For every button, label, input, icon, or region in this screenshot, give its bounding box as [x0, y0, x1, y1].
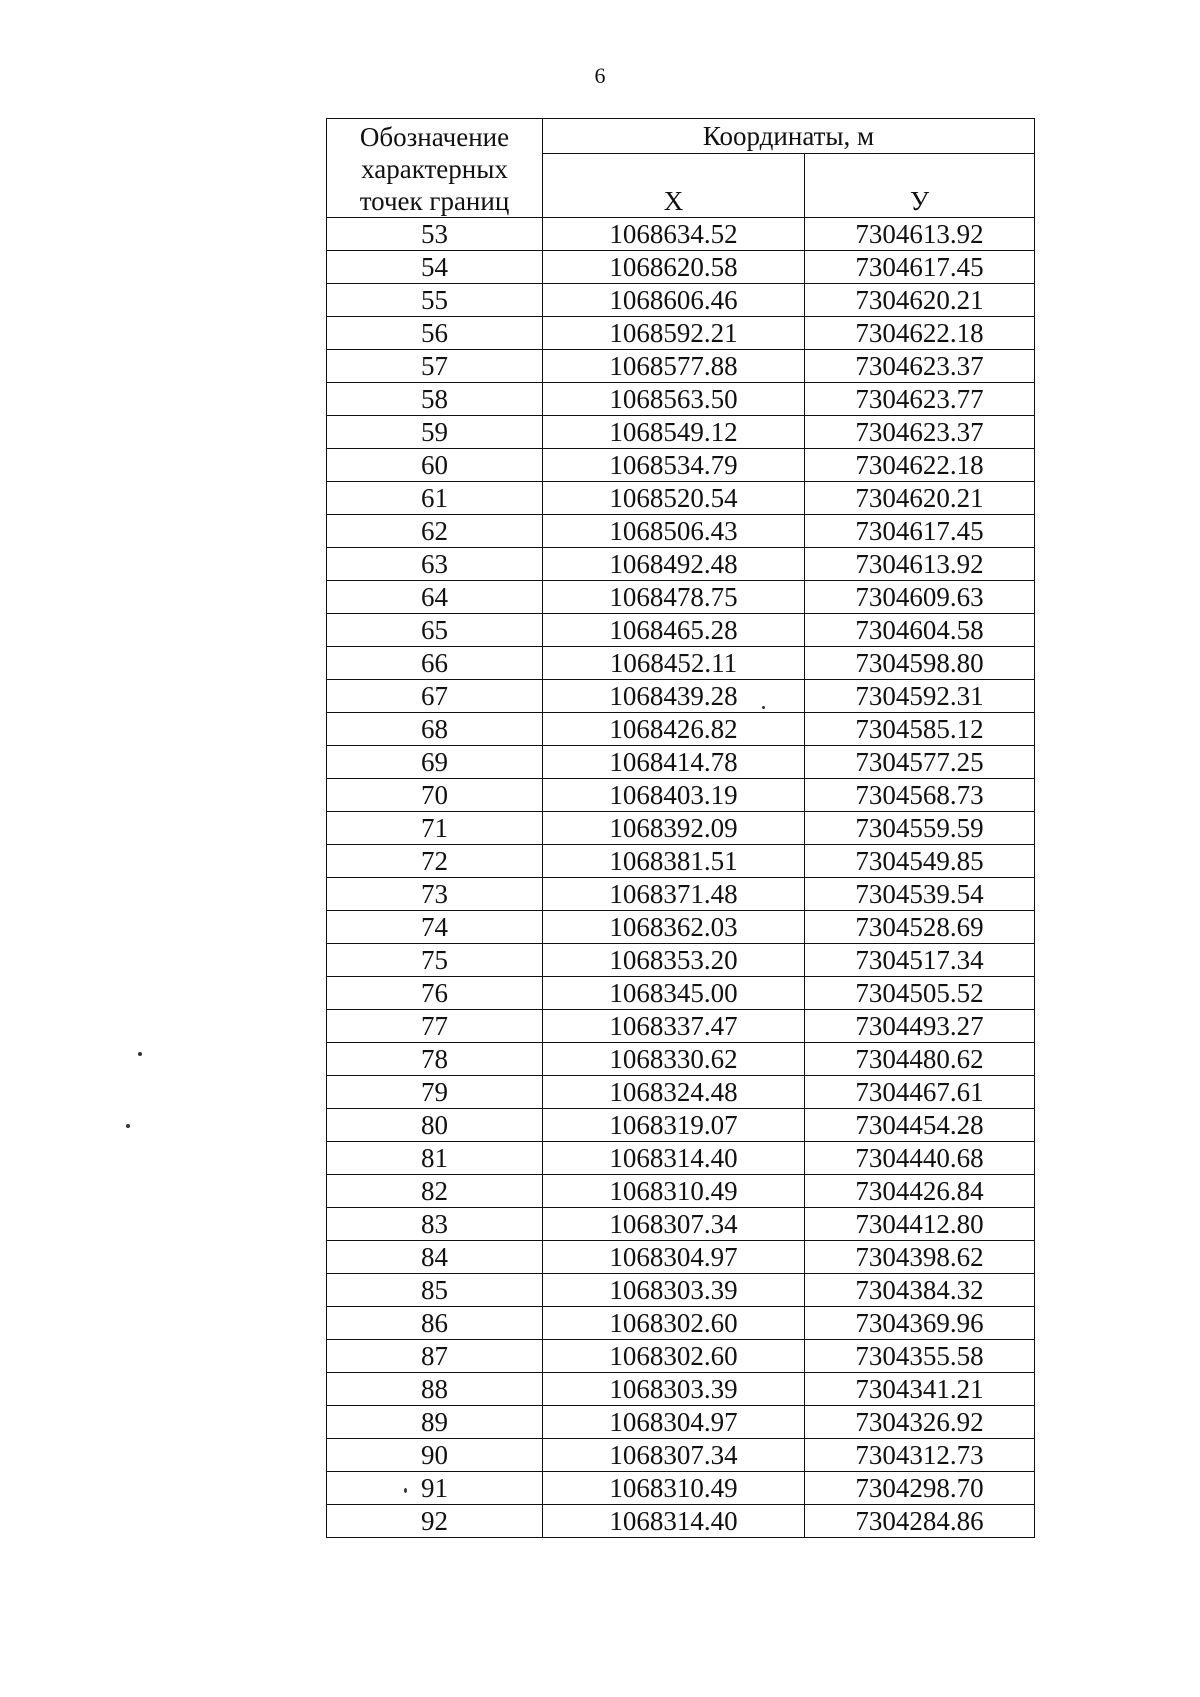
cell-point: 72 — [327, 845, 543, 878]
cell-point: 61 — [327, 482, 543, 515]
cell-x: 1068362.03 — [543, 911, 805, 944]
cell-y: 7304493.27 — [805, 1010, 1035, 1043]
cell-x: 1068534.79 — [543, 449, 805, 482]
table-row — [327, 416, 1035, 449]
cell-y: 7304592.31 — [805, 680, 1035, 713]
table-row — [327, 482, 1035, 515]
cell-x: 1068353.20 — [543, 944, 805, 977]
cell-y: 7304326.92 — [805, 1406, 1035, 1439]
cell-x: 1068314.40 — [543, 1142, 805, 1175]
scan-speck — [138, 1052, 142, 1056]
cell-y: 7304284.86 — [805, 1505, 1035, 1538]
cell-y: 7304384.32 — [805, 1274, 1035, 1307]
table-row — [327, 548, 1035, 581]
cell-x: 1068506.43 — [543, 515, 805, 548]
cell-point: 59 — [327, 416, 543, 449]
cell-y: 7304312.73 — [805, 1439, 1035, 1472]
cell-y: 7304623.37 — [805, 350, 1035, 383]
cell-y: 7304613.92 — [805, 548, 1035, 581]
scan-speck — [404, 1488, 407, 1493]
cell-point: 65 — [327, 614, 543, 647]
table-row — [327, 350, 1035, 383]
cell-y: 7304559.59 — [805, 812, 1035, 845]
cell-point: 71 — [327, 812, 543, 845]
cell-point: 68 — [327, 713, 543, 746]
table-row — [327, 581, 1035, 614]
cell-point: 83 — [327, 1208, 543, 1241]
cell-point: 53 — [327, 218, 543, 251]
cell-point: 55 — [327, 284, 543, 317]
cell-y: 7304517.34 — [805, 944, 1035, 977]
cell-y: 7304440.68 — [805, 1142, 1035, 1175]
cell-x: 1068549.12 — [543, 416, 805, 449]
table-body — [327, 218, 1035, 1538]
table-row — [327, 1307, 1035, 1340]
table-row — [327, 1406, 1035, 1439]
table-row — [327, 515, 1035, 548]
cell-x: 1068577.88 — [543, 350, 805, 383]
cell-x: 1068303.39 — [543, 1274, 805, 1307]
cell-point: 84 — [327, 1241, 543, 1274]
cell-point: 54 — [327, 251, 543, 284]
cell-x: 1068414.78 — [543, 746, 805, 779]
cell-x: 1068307.34 — [543, 1208, 805, 1241]
table-row — [327, 1208, 1035, 1241]
table-row — [327, 845, 1035, 878]
cell-y: 7304622.18 — [805, 449, 1035, 482]
cell-point: 74 — [327, 911, 543, 944]
cell-y: 7304598.80 — [805, 647, 1035, 680]
cell-x: 1068310.49 — [543, 1175, 805, 1208]
coordinates-table — [326, 118, 1035, 1538]
table-row — [327, 680, 1035, 713]
cell-y: 7304426.84 — [805, 1175, 1035, 1208]
cell-point: 75 — [327, 944, 543, 977]
cell-x: 1068426.82 — [543, 713, 805, 746]
cell-point: 82 — [327, 1175, 543, 1208]
table-row — [327, 911, 1035, 944]
table-row — [327, 713, 1035, 746]
cell-x: 1068403.19 — [543, 779, 805, 812]
cell-point: 76 — [327, 977, 543, 1010]
cell-point: 73 — [327, 878, 543, 911]
table-row — [327, 878, 1035, 911]
cell-y: 7304617.45 — [805, 515, 1035, 548]
cell-point: 67 — [327, 680, 543, 713]
cell-point: 64 — [327, 581, 543, 614]
cell-x: 1068465.28 — [543, 614, 805, 647]
cell-y: 7304355.58 — [805, 1340, 1035, 1373]
table-row — [327, 614, 1035, 647]
cell-x: 1068371.48 — [543, 878, 805, 911]
cell-point: 89 — [327, 1406, 543, 1439]
table-row — [327, 944, 1035, 977]
table-row — [327, 449, 1035, 482]
cell-y: 7304539.54 — [805, 878, 1035, 911]
cell-x: 1068337.47 — [543, 1010, 805, 1043]
cell-x: 1068634.52 — [543, 218, 805, 251]
cell-point: 87 — [327, 1340, 543, 1373]
cell-point: 78 — [327, 1043, 543, 1076]
table-row — [327, 812, 1035, 845]
table-row — [327, 1010, 1035, 1043]
cell-y: 7304620.21 — [805, 284, 1035, 317]
table-row — [327, 1439, 1035, 1472]
cell-x: 1068330.62 — [543, 1043, 805, 1076]
cell-y: 7304622.18 — [805, 317, 1035, 350]
cell-y: 7304528.69 — [805, 911, 1035, 944]
cell-x: 1068314.40 — [543, 1505, 805, 1538]
cell-y: 7304369.96 — [805, 1307, 1035, 1340]
cell-y: 7304620.21 — [805, 482, 1035, 515]
cell-point: 70 — [327, 779, 543, 812]
cell-point: 57 — [327, 350, 543, 383]
cell-point: 90 — [327, 1439, 543, 1472]
table-row — [327, 647, 1035, 680]
cell-x: 1068304.97 — [543, 1241, 805, 1274]
cell-point: 80 — [327, 1109, 543, 1142]
cell-point: 91 — [327, 1472, 543, 1505]
cell-y: 7304549.85 — [805, 845, 1035, 878]
cell-point: 86 — [327, 1307, 543, 1340]
scan-speck — [762, 706, 765, 709]
table-row — [327, 1241, 1035, 1274]
cell-y: 7304617.45 — [805, 251, 1035, 284]
cell-x: 1068520.54 — [543, 482, 805, 515]
cell-y: 7304604.58 — [805, 614, 1035, 647]
cell-x: 1068592.21 — [543, 317, 805, 350]
cell-y: 7304467.61 — [805, 1076, 1035, 1109]
cell-x: 1068381.51 — [543, 845, 805, 878]
cell-y: 7304298.70 — [805, 1472, 1035, 1505]
table-row — [327, 1373, 1035, 1406]
cell-point: 56 — [327, 317, 543, 350]
header-y: У — [805, 153, 1035, 217]
cell-x: 1068304.97 — [543, 1406, 805, 1439]
table-row — [327, 1472, 1035, 1505]
table-row — [327, 1274, 1035, 1307]
table-row — [327, 1076, 1035, 1109]
table-row — [327, 1340, 1035, 1373]
header-point-designation: Обозначение характерных точек границ — [327, 119, 543, 218]
table-row — [327, 383, 1035, 416]
cell-point: 81 — [327, 1142, 543, 1175]
cell-y: 7304623.37 — [805, 416, 1035, 449]
table-row — [327, 317, 1035, 350]
cell-x: 1068307.34 — [543, 1439, 805, 1472]
cell-x: 1068324.48 — [543, 1076, 805, 1109]
cell-point: 77 — [327, 1010, 543, 1043]
cell-x: 1068302.60 — [543, 1307, 805, 1340]
table-row — [327, 284, 1035, 317]
cell-point: 66 — [327, 647, 543, 680]
cell-x: 1068302.60 — [543, 1340, 805, 1373]
cell-x: 1068478.75 — [543, 581, 805, 614]
table-row — [327, 1175, 1035, 1208]
cell-y: 7304568.73 — [805, 779, 1035, 812]
cell-x: 1068452.11 — [543, 647, 805, 680]
cell-point: 69 — [327, 746, 543, 779]
cell-point: 60 — [327, 449, 543, 482]
cell-x: 1068345.00 — [543, 977, 805, 1010]
cell-x: 1068392.09 — [543, 812, 805, 845]
cell-y: 7304623.77 — [805, 383, 1035, 416]
cell-y: 7304613.92 — [805, 218, 1035, 251]
header-x: X — [543, 153, 805, 217]
cell-point: 63 — [327, 548, 543, 581]
page-number: 6 — [594, 63, 606, 88]
cell-y: 7304412.80 — [805, 1208, 1035, 1241]
table-row — [327, 1043, 1035, 1076]
cell-y: 7304480.62 — [805, 1043, 1035, 1076]
cell-x: 1068310.49 — [543, 1472, 805, 1505]
table-row — [327, 1142, 1035, 1175]
cell-point: 92 — [327, 1505, 543, 1538]
table-header — [327, 119, 1035, 218]
cell-y: 7304341.21 — [805, 1373, 1035, 1406]
cell-y: 7304398.62 — [805, 1241, 1035, 1274]
cell-point: 88 — [327, 1373, 543, 1406]
table-row — [327, 1109, 1035, 1142]
cell-point: 85 — [327, 1274, 543, 1307]
header-coordinates: Координаты, м — [543, 119, 1035, 154]
cell-x: 1068606.46 — [543, 284, 805, 317]
cell-x: 1068319.07 — [543, 1109, 805, 1142]
table-row — [327, 779, 1035, 812]
table-row — [327, 1505, 1035, 1538]
cell-point: 62 — [327, 515, 543, 548]
cell-y: 7304577.25 — [805, 746, 1035, 779]
cell-point: 58 — [327, 383, 543, 416]
cell-x: 1068563.50 — [543, 383, 805, 416]
table-row — [327, 746, 1035, 779]
scan-speck — [126, 1124, 130, 1128]
cell-x: 1068492.48 — [543, 548, 805, 581]
cell-y: 7304585.12 — [805, 713, 1035, 746]
cell-x: 1068439.28 — [543, 680, 805, 713]
cell-x: 1068620.58 — [543, 251, 805, 284]
cell-y: 7304505.52 — [805, 977, 1035, 1010]
cell-y: 7304454.28 — [805, 1109, 1035, 1142]
cell-y: 7304609.63 — [805, 581, 1035, 614]
table-row — [327, 218, 1035, 251]
cell-x: 1068303.39 — [543, 1373, 805, 1406]
table-row — [327, 251, 1035, 284]
table-row — [327, 977, 1035, 1010]
cell-point: 79 — [327, 1076, 543, 1109]
